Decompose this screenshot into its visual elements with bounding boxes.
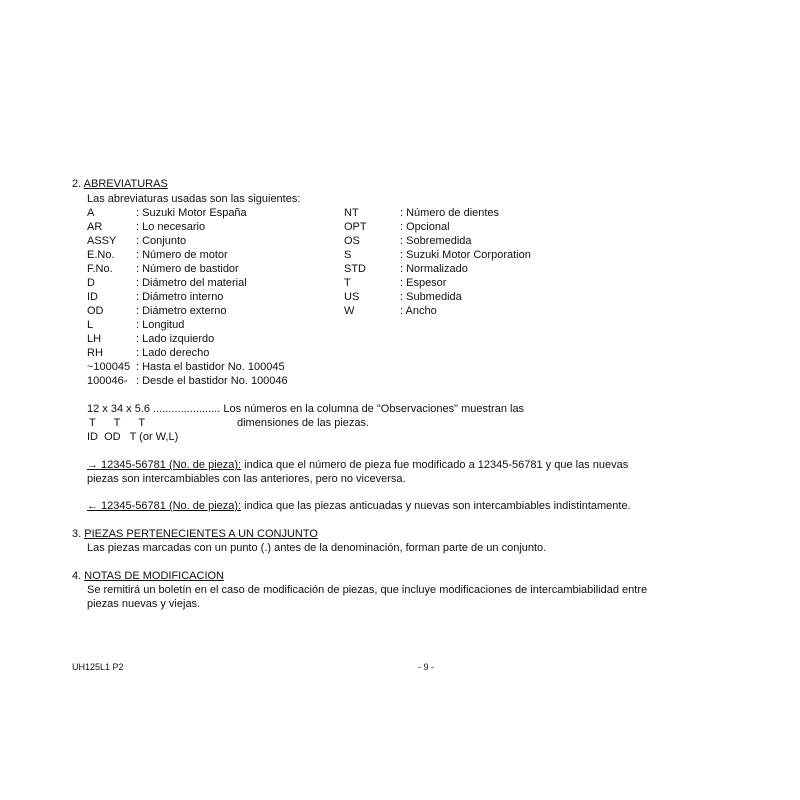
abbreviation-code: S — [344, 249, 352, 261]
section-2-number: 2. — [72, 178, 82, 190]
footer-page-number: - 9 - — [418, 662, 435, 672]
arrow-right-text-1: indica que el número de pieza fue modificado a 12345-56781 y que las nuevas — [241, 459, 629, 471]
abbreviation-code: RH — [87, 347, 103, 359]
abbreviation-code: AR — [87, 221, 103, 233]
abbreviation-definition: : Opcional — [400, 221, 450, 233]
section-4-text-2: piezas nuevas y viejas. — [87, 598, 201, 610]
abbreviation-definition: : Hasta el bastidor No. 100045 — [136, 361, 285, 373]
abbreviation-code: STD — [344, 263, 366, 275]
abbreviation-definition: : Número de dientes — [400, 207, 500, 219]
abbreviation-code: T — [344, 277, 351, 289]
abbreviation-code: OS — [344, 235, 360, 247]
abbreviation-code: ID — [87, 291, 98, 303]
arrow-right-text-2: piezas son intercambiables con las anteriores, pero no viceversa. — [87, 473, 406, 485]
abbreviation-code: ASSY — [87, 235, 117, 247]
section-4-text-1: Se remitirá un boletín en el caso de modificación de piezas, que incluye modificaciones de intercambiabilidad entre — [87, 584, 648, 596]
section-2-title: ABREVIATURAS — [83, 178, 168, 190]
abbreviation-definition: : Conjunto — [136, 235, 187, 247]
abbreviation-definition: : Suzuki Motor España — [136, 207, 247, 219]
abbreviation-definition: : Sobremedida — [400, 235, 472, 247]
abbreviation-code: US — [344, 291, 360, 303]
abbreviation-code: OPT — [344, 221, 367, 233]
dimension-legend: ID OD T (or W,L) — [87, 431, 179, 443]
arrow-left-note — [87, 499, 631, 513]
abbreviation-definition: : Lo necesario — [136, 221, 206, 233]
abbreviation-definition: : Diámetro del material — [136, 277, 247, 289]
dimension-description-1: Los números en la columna de "Observaciones" muestran las — [223, 403, 525, 415]
dimension-dots: ...................... — [153, 403, 221, 415]
section-4-heading — [72, 569, 224, 583]
abbreviation-code: NT — [344, 207, 359, 219]
abbreviation-code: OD — [87, 305, 104, 317]
abbreviation-definition: : Número de bastidor — [136, 263, 239, 275]
abbreviation-definition: : Suzuki Motor Corporation — [400, 249, 531, 261]
abbreviation-definition: : Lado derecho — [136, 347, 210, 359]
abbreviation-definition: : Submedida — [400, 291, 462, 303]
section-4-number: 4. — [72, 570, 82, 582]
section-3-number: 3. — [72, 528, 82, 540]
arrow-left-text: indica que las piezas anticuadas y nuevas son intercambiables indistintamente. — [241, 500, 631, 512]
abbreviation-code: 100046- — [87, 375, 128, 387]
dimension-description-2: dimensiones de las piezas. — [237, 417, 370, 429]
abbreviation-definition: : Longitud — [136, 319, 185, 331]
abbreviation-code: L — [87, 319, 94, 331]
abbreviation-definition: : Desde el bastidor No. 100046 — [136, 375, 288, 387]
abbreviation-code: A — [87, 207, 95, 219]
abbreviation-code: W — [344, 305, 355, 317]
abbreviation-definition: : Lado izquierdo — [136, 333, 215, 345]
arrow-left-label: ← 12345-56781 (No. de pieza): — [87, 500, 242, 512]
abbreviation-definition: : Diámetro interno — [136, 291, 224, 303]
section-3-title: PIEZAS PERTENECIENTES A UN CONJUNTO — [84, 528, 318, 540]
arrow-right-note — [87, 458, 628, 472]
abbreviation-definition: : Número de motor — [136, 249, 228, 261]
footer-doc-code: UH125L1 P2 — [72, 662, 124, 672]
dimension-example: 12 x 34 x 5.6 — [87, 403, 150, 415]
abbreviation-code: E.No. — [87, 249, 115, 261]
abbreviation-definition: : Normalizado — [400, 263, 468, 275]
abbreviation-code: ~100045 — [87, 361, 131, 373]
abbreviation-code: LH — [87, 333, 102, 345]
abbreviation-definition: : Diámetro externo — [136, 305, 227, 317]
dimension-example-line — [87, 402, 524, 416]
dimension-marks: T T T — [89, 417, 146, 429]
abbreviation-code: D — [87, 277, 95, 289]
section-2-heading — [72, 177, 168, 191]
section-2-intro: Las abreviaturas usadas son las siguientes: — [87, 193, 301, 205]
section-3-heading — [72, 527, 318, 541]
section-3-text: Las piezas marcadas con un punto (.) antes de la denominación, forman parte de un conjunto. — [87, 542, 547, 554]
section-4-title: NOTAS DE MODIFICACION — [84, 570, 224, 582]
arrow-right-label: → 12345-56781 (No. de pieza): — [87, 459, 242, 471]
abbreviation-definition: : Ancho — [400, 305, 437, 317]
abbreviation-code: F.No. — [87, 263, 113, 275]
abbreviation-definition: : Espesor — [400, 277, 447, 289]
